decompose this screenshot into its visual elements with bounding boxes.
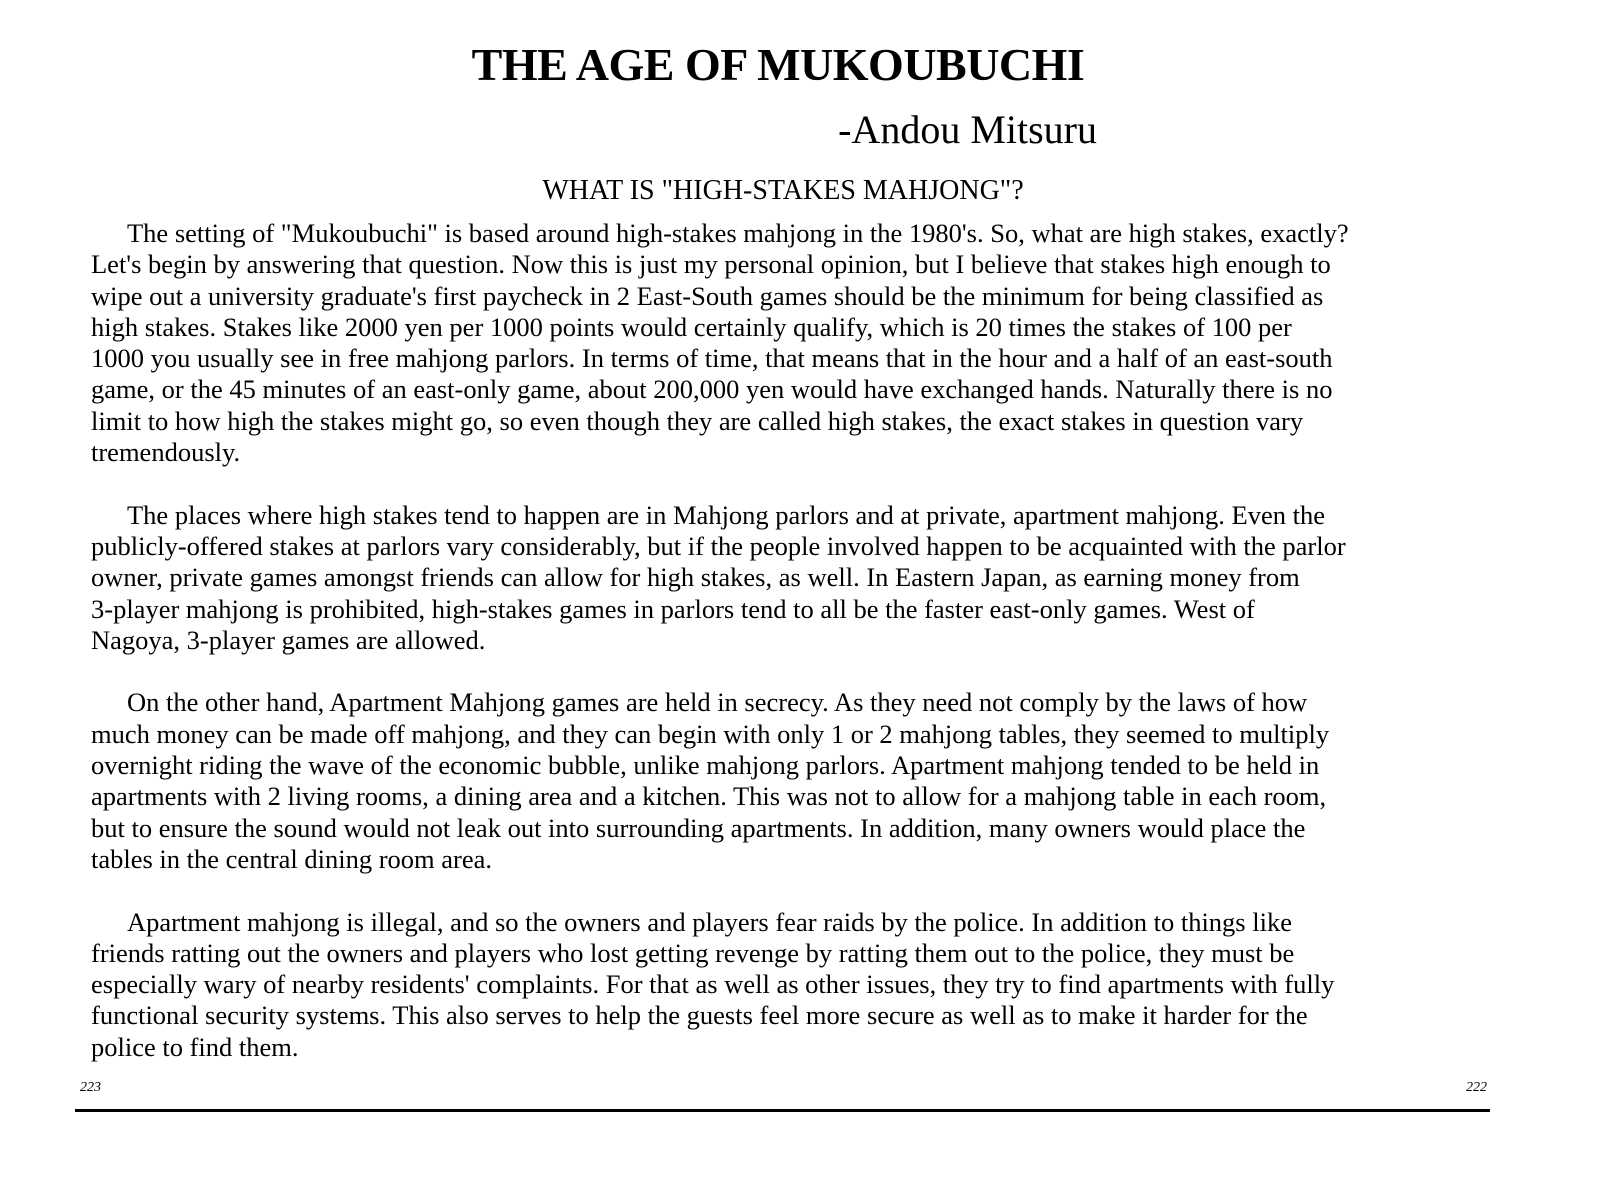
section-heading: WHAT IS "HIGH-STAKES MAHJONG"? bbox=[542, 175, 1024, 206]
paragraph-line: but to ensure the sound would not leak out into surrounding apartments. In addition, many owners would place the bbox=[91, 812, 1306, 843]
author-byline: -Andou Mitsuru bbox=[838, 107, 1097, 152]
paragraph-line: game, or the 45 minutes of an east-only game, about 200,000 yen would have exchanged hands. Naturally there is no bbox=[91, 374, 1333, 405]
paragraph-line: publicly-offered stakes at parlors vary considerably, but if the people involved happen to be acquainted with the parlor bbox=[91, 530, 1346, 561]
paragraph-line: apartments with 2 living rooms, a dining area and a kitchen. This was not to allow for a mahjong table in each room, bbox=[91, 781, 1327, 812]
paragraph-line: much money can be made off mahjong, and they can begin with only 1 or 2 mahjong tables, they seemed to multiply bbox=[91, 718, 1330, 749]
page-number-left: 223 bbox=[80, 1080, 101, 1095]
paragraph-line: Let's begin by answering that question. Now this is just my personal opinion, but I believe that stakes high enough to bbox=[91, 249, 1331, 280]
footer-rule bbox=[75, 1109, 1490, 1112]
paragraph-line: police to find them. bbox=[91, 1031, 299, 1062]
paragraph-line: high stakes. Stakes like 2000 yen per 1000 points would certainly qualify, which is 20 times the stakes of 100 per bbox=[91, 311, 1292, 342]
page-title: THE AGE OF MUKOUBUCHI bbox=[471, 39, 1085, 90]
paragraph bbox=[91, 907, 1511, 1063]
paragraph-line: 3-player mahjong is prohibited, high-stakes games in parlors tend to all be the faster east-only games. West of bbox=[91, 593, 1255, 624]
article-body bbox=[91, 218, 1511, 1094]
paragraph-line: owner, private games amongst friends can allow for high stakes, as well. In Eastern Japan, as earning money from bbox=[91, 562, 1300, 593]
paragraph-line: The setting of "Mukoubuchi" is based around high-stakes mahjong in the 1980's. So, what are high stakes, exactly? bbox=[127, 218, 1349, 248]
paragraph-line: friends ratting out the owners and players who lost getting revenge by ratting them out to the police, they must be bbox=[91, 937, 1295, 968]
paragraph-line: functional security systems. This also serves to help the guests feel more secure as well as to make it harder for the bbox=[91, 1000, 1308, 1031]
paragraph-line: tremendously. bbox=[91, 437, 241, 468]
paragraph-line: Apartment mahjong is illegal, and so the owners and players fear raids by the police. In addition to things like bbox=[127, 906, 1292, 937]
paragraph-line: tables in the central dining room area. bbox=[91, 843, 493, 874]
paragraph-line: wipe out a university graduate's first paycheck in 2 East-South games should be the minimum for being classified as bbox=[91, 280, 1324, 311]
paragraph-line: especially wary of nearby residents' complaints. For that as well as other issues, they try to find apartments with fully bbox=[91, 969, 1335, 1000]
paragraph-line: overnight riding the wave of the economic bubble, unlike mahjong parlors. Apartment mahjong tended to be held in bbox=[91, 750, 1320, 781]
paragraph-line: 1000 you usually see in free mahjong parlors. In terms of time, that means that in the hour and a half of an east-south bbox=[91, 343, 1333, 374]
paragraph-line: Nagoya, 3-player games are allowed. bbox=[91, 624, 486, 655]
paragraph bbox=[91, 218, 1511, 468]
page-number-right: 222 bbox=[1466, 1080, 1487, 1095]
paragraph-line: The places where high stakes tend to happen are in Mahjong parlors and at private, apartment mahjong. Even the bbox=[127, 499, 1325, 530]
paragraph bbox=[91, 687, 1511, 875]
paragraph bbox=[91, 500, 1511, 656]
paragraph-line: On the other hand, Apartment Mahjong games are held in secrecy. As they need not comply by the laws of how bbox=[127, 687, 1308, 718]
paragraph-line: limit to how high the stakes might go, so even though they are called high stakes, the exact stakes in question vary bbox=[91, 405, 1304, 436]
